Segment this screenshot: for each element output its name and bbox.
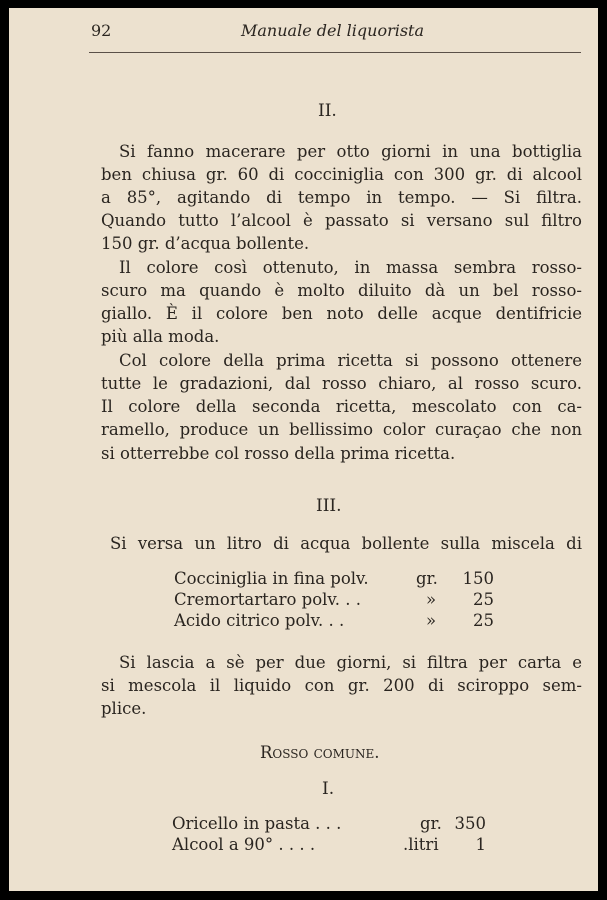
section-heading-iii: III. xyxy=(316,496,342,516)
paragraph-line: più alla moda. xyxy=(101,327,220,346)
ingredient-qty: 350 xyxy=(454,814,486,833)
ingredient-row xyxy=(174,611,494,633)
ingredient-qty: 150 xyxy=(462,569,494,588)
paragraph-line: a 85°, agitando di tempo in tempo. — Si filtra. xyxy=(101,188,582,207)
paragraph-line: Si versa un litro di acqua bollente sulla miscela di xyxy=(110,534,582,553)
ingredient-unit: gr. xyxy=(420,814,442,833)
ingredient-row xyxy=(174,590,494,612)
ingredient-qty: 25 xyxy=(473,611,494,630)
paragraph-line: Il colore della seconda ricetta, mescolato con ca- xyxy=(101,397,582,416)
ingredient-name: Cremortartaro polv. . . xyxy=(174,590,361,609)
ingredient-qty: 1 xyxy=(475,835,486,854)
ingredient-row xyxy=(174,569,494,591)
paragraph-line: Quando tutto l’alcool è passato si versano sul filtro xyxy=(101,211,582,230)
book-page xyxy=(9,8,598,891)
recipe-title: Rosso comune. xyxy=(260,743,380,762)
paragraph-line: si mescola il liquido con gr. 200 di sciroppo sem- xyxy=(101,676,582,695)
ingredient-name: Alcool a 90° . . . . xyxy=(172,835,316,854)
section-heading-ii: II. xyxy=(318,101,337,121)
ingredient-name: Cocciniglia in fina polv. xyxy=(174,569,369,588)
header-rule xyxy=(89,52,581,53)
paragraph-line: tutte le gradazioni, dal rosso chiaro, al rosso scuro. xyxy=(101,374,582,393)
ingredient-unit: .litri xyxy=(403,835,439,854)
paragraph-line: Il colore così ottenuto, in massa sembra rosso- xyxy=(119,258,582,277)
paragraph-line: ramello, produce un bellissimo color curaçao che non xyxy=(101,420,582,439)
ingredient-unit: » xyxy=(426,590,437,609)
paragraph-line: Si lascia a sè per due giorni, si filtra per carta e xyxy=(119,653,582,672)
paragraph-line: Si fanno macerare per otto giorni in una bottiglia xyxy=(119,142,582,161)
ingredient-qty: 25 xyxy=(473,590,494,609)
ingredient-name: Acido citrico polv. . . xyxy=(174,611,345,630)
paragraph-line: ben chiusa gr. 60 di cocciniglia con 300 gr. di alcool xyxy=(101,165,582,184)
ingredient-row xyxy=(172,814,486,836)
page-header xyxy=(9,8,598,58)
paragraph-line: giallo. È il colore ben noto delle acque dentifricie xyxy=(101,304,582,323)
ingredient-unit: gr. xyxy=(416,569,438,588)
ingredient-name: Oricello in pasta . . . xyxy=(172,814,342,833)
page-number: 92 xyxy=(91,21,112,40)
paragraph-line: plice. xyxy=(101,699,147,718)
paragraph-line: 150 gr. d’acqua bollente. xyxy=(101,234,310,253)
paragraph-line: si otterrebbe col rosso della prima ricetta. xyxy=(101,444,456,463)
ingredient-unit: » xyxy=(426,611,437,630)
paragraph-line: Col colore della prima ricetta si possono ottenere xyxy=(119,351,582,370)
paragraph-line: scuro ma quando è molto diluito dà un bel rosso- xyxy=(101,281,582,300)
ingredient-row xyxy=(172,835,486,857)
running-title: Manuale del liquorista xyxy=(241,21,425,40)
section-heading-i: I. xyxy=(322,779,335,799)
